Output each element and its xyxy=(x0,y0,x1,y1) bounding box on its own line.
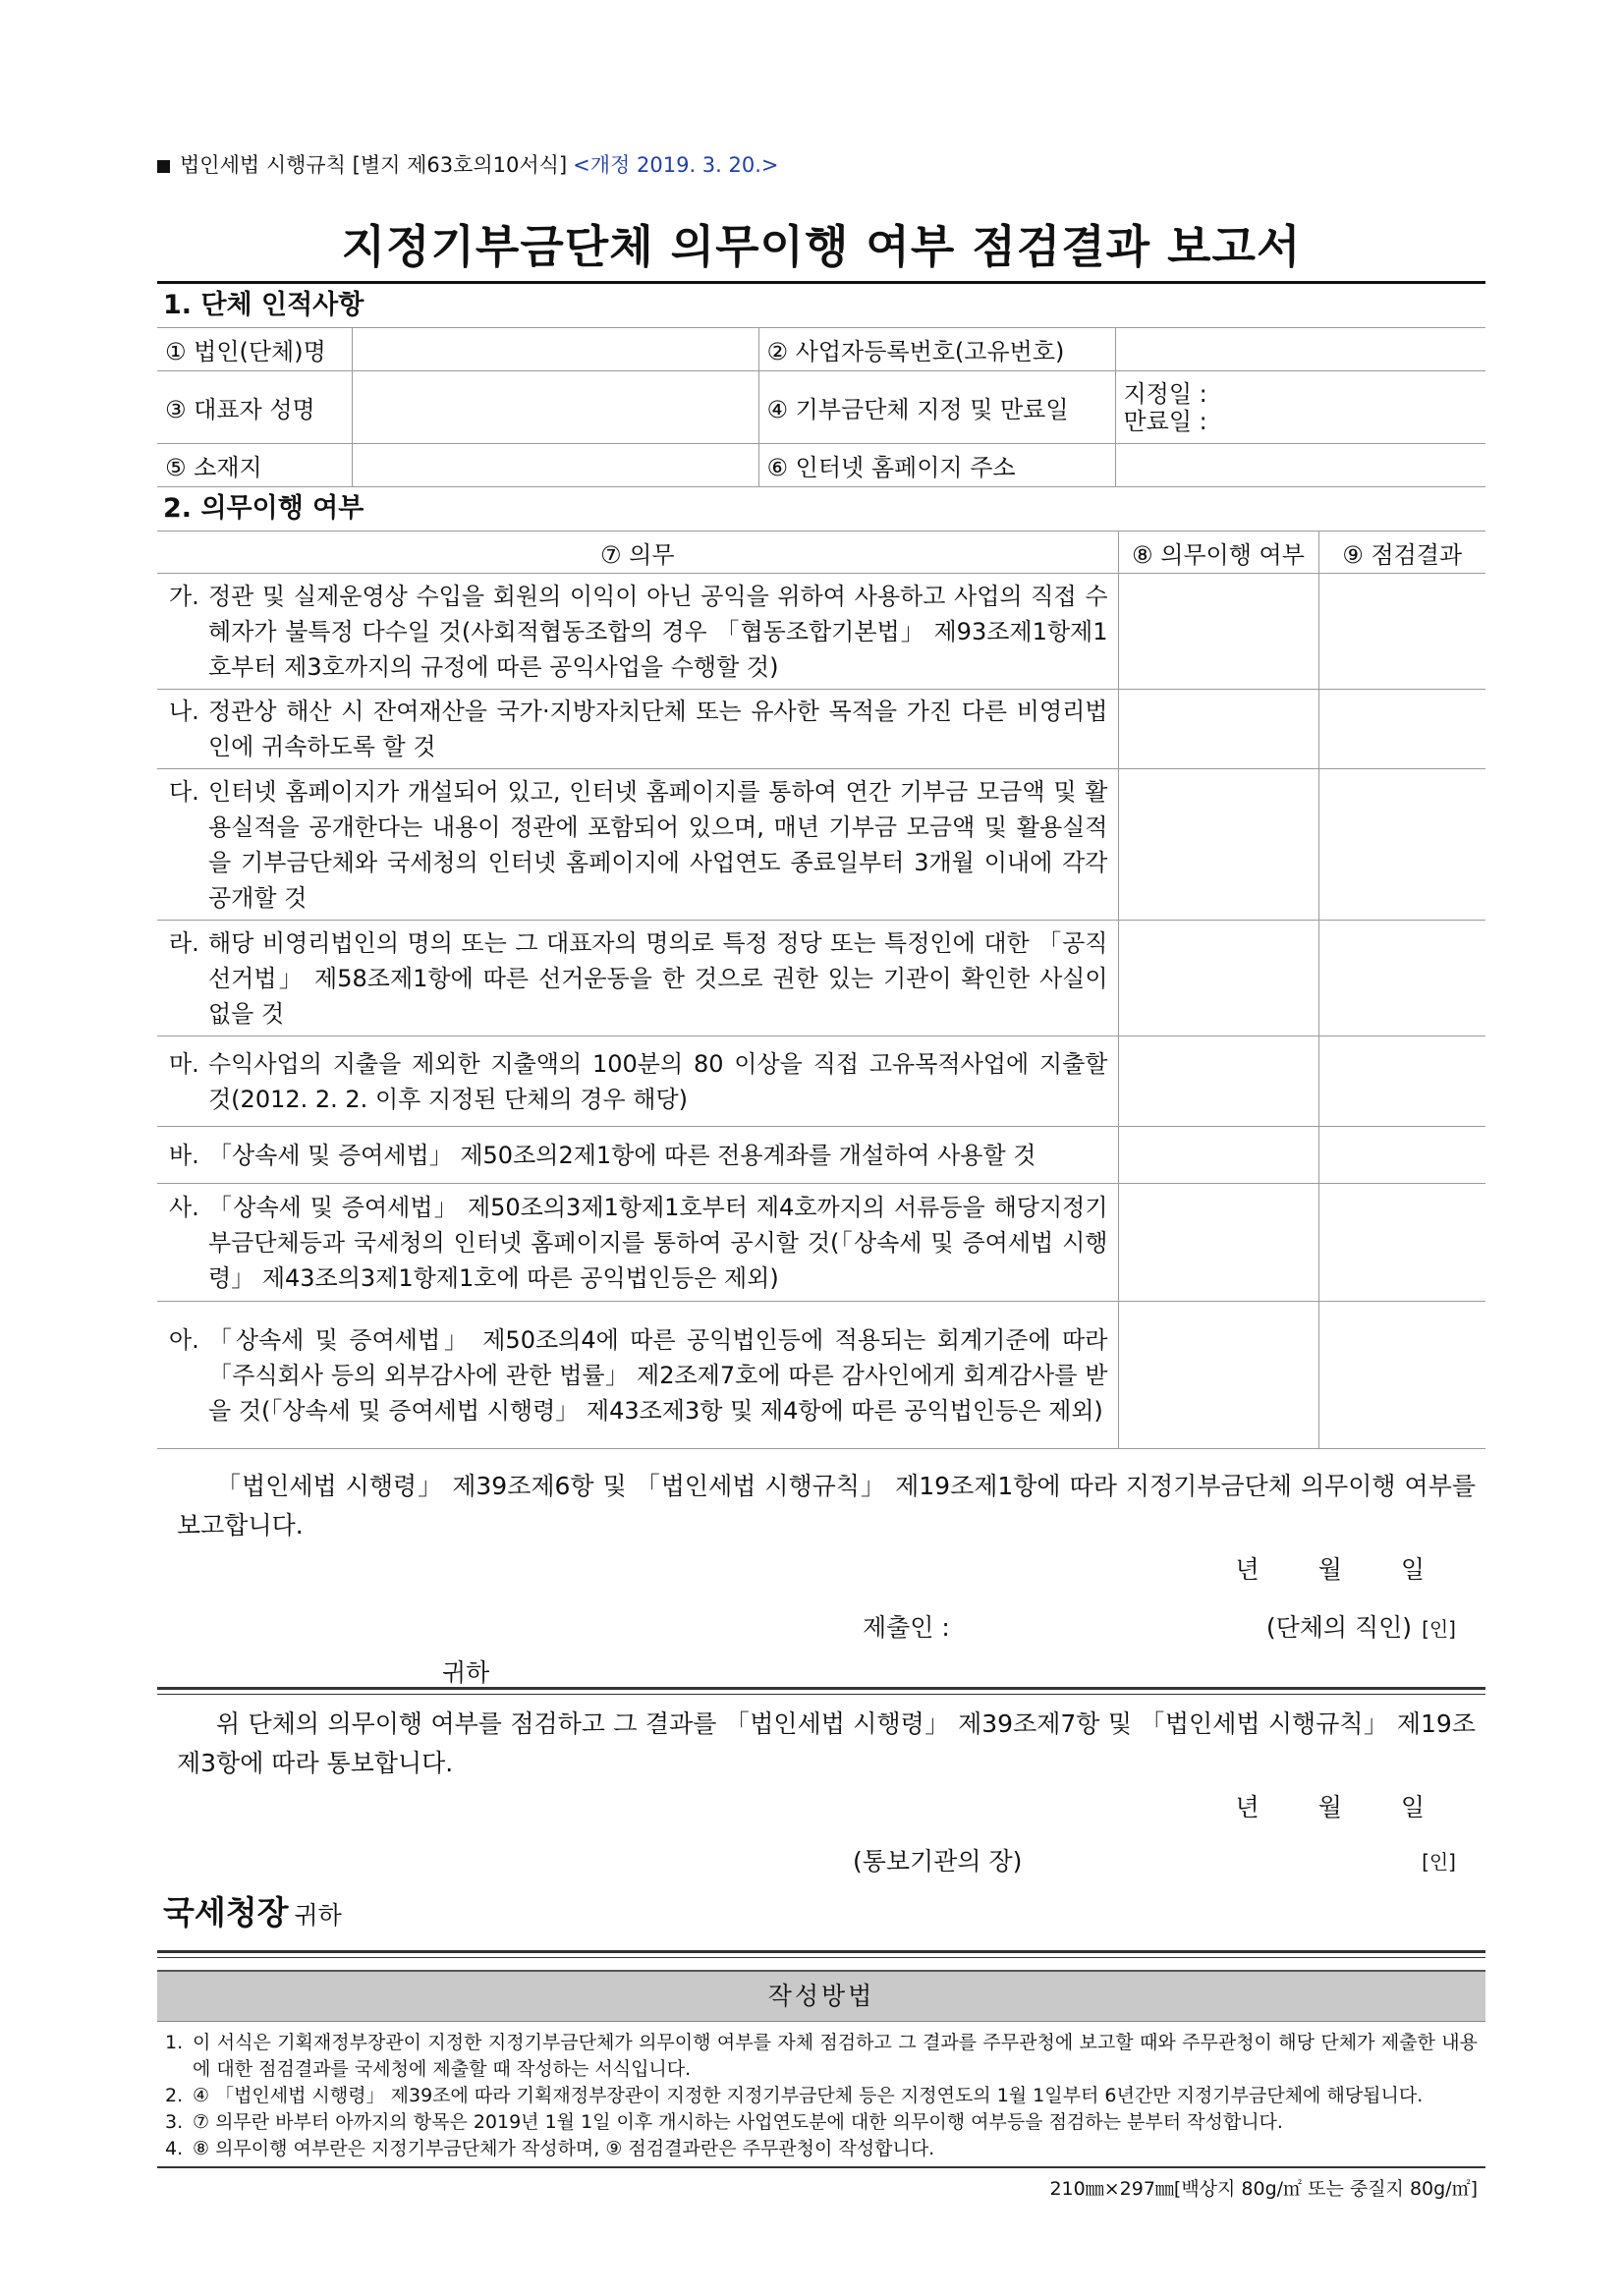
year-label: 년 xyxy=(1235,1555,1260,1584)
form-reference: 법인세법 시행규칙 [별지 제63호의10서식] xyxy=(180,153,568,177)
notifying-org[interactable]: (통보기관의 장) xyxy=(853,1847,1023,1876)
fulfilled-cell[interactable] xyxy=(1118,769,1318,921)
notice-statement: 위 단체의 의무이행 여부를 점검하고 그 결과를 「법인세법 시행령」 제39조제7항 및 「법인세법 시행규칙」 제19조제3항에 따라 통보합니다. xyxy=(177,1709,1476,1777)
result-cell[interactable] xyxy=(1318,1127,1485,1184)
seal-mark: [인] xyxy=(1422,1617,1456,1641)
representative-field[interactable] xyxy=(352,371,758,444)
duty-item: 다. 인터넷 홈페이지가 개설되어 있고, 인터넷 홈페이지를 통하여 연간 기부금 모금액 및 활용실적을 공개한다는 내용이 정관에 포함되어 있으며, 매년 기부금 모금액 및 활용실적을 기부금단체와 국세청의 인터넷 홈페이지에 사업연도 종료일부터 3개월 이내에 각각 공개할 것 xyxy=(157,769,1118,921)
business-number-field[interactable] xyxy=(1115,328,1485,371)
designation-period-label: ④ 기부금단체 지정 및 만료일 xyxy=(758,371,1115,444)
notice-block xyxy=(157,1832,1485,1950)
duty-item: 사. 「상속세 및 증여세법」 제50조의3제1항제1호부터 제4호까지의 서류등을 해당지정기부금단체등과 국세청의 인터넷 홈페이지를 통하여 공시할 것(「상속세 및 증여세법 시행령」 제43조의3제1항제1호에 따른 공익법인등은 제외) xyxy=(157,1184,1118,1302)
square-bullet-icon xyxy=(157,160,170,173)
duty-column-header: ⑦ 의무 xyxy=(157,532,1118,574)
year-label: 년 xyxy=(1235,1793,1260,1821)
org-name-label: ① 법인(단체)명 xyxy=(157,328,352,371)
seal-mark: [인] xyxy=(1422,1850,1456,1874)
address-label: ⑤ 소재지 xyxy=(157,444,352,487)
designated-date-label: 지정일 : xyxy=(1123,379,1207,408)
result-cell[interactable] xyxy=(1318,1302,1485,1449)
notice-date[interactable] xyxy=(157,1783,1485,1832)
fulfilled-cell[interactable] xyxy=(1118,1127,1318,1184)
page-title: 지정기부금단체 의무이행 여부 점검결과 보고서 xyxy=(341,220,1302,273)
org-name-field[interactable] xyxy=(352,328,758,371)
designation-period-field[interactable] xyxy=(1115,371,1485,444)
duty-item: 라. 해당 비영리법인의 명의 또는 그 대표자의 명의로 특정 정당 또는 특정인에 대한 「공직선거법」 제58조제1항에 따른 선거운동을 한 것으로 권한 있는 기관이 확인한 사실이 없을 것 xyxy=(157,921,1118,1036)
result-cell[interactable] xyxy=(1318,1184,1485,1302)
guide-item: 2. ④ 「법인세법 시행령」 제39조에 따라 기획재정부장관이 지정한 지정기부금단체 등은 지정연도의 1월 1일부터 6년간만 지정기부금단체에 해당됩니다. xyxy=(165,2085,1424,2106)
section2-heading: 2. 의무이행 여부 xyxy=(163,493,364,524)
guide-list xyxy=(157,2022,1485,2166)
guide-item: 3. ⑦ 의무란 바부터 아까지의 항목은 2019년 1월 1일 이후 개시하는 사업연도분에 대한 의무이행 여부등을 점검하는 분부터 작성합니다. xyxy=(165,2111,1283,2133)
duty-item: 아. 「상속세 및 증여세법」 제50조의4에 따른 공익법인등에 적용되는 회계기준에 따라 「주식회사 등의 외부감사에 관한 법률」 제2조제7호에 따른 감사인에게 회계감사를 받을 것(「상속세 및 증여세법 시행령」 제43조제3항 및 제4항에 따른 공익법인등은 제외) xyxy=(157,1302,1118,1449)
duty-item: 가. 정관 및 실제운영상 수입을 회원의 이익이 아닌 공익을 위하여 사용하고 사업의 직접 수혜자가 불특정 다수일 것(사회적협동조합의 경우 「협동조합기본법」 제93조제1항제1호부터 제3호까지의 규정에 따른 공익사업을 수행할 것) xyxy=(157,574,1118,690)
recipient: 국세청장 귀하 xyxy=(163,1893,342,1932)
revision-date: <개정 2019. 3. 20.> xyxy=(573,153,779,177)
result-cell[interactable] xyxy=(1318,769,1485,921)
submitter-role[interactable]: (단체의 직인) [인] xyxy=(1265,1613,1456,1642)
month-label: 월 xyxy=(1317,1793,1342,1821)
result-cell[interactable] xyxy=(1318,574,1485,690)
report-date[interactable] xyxy=(157,1545,1485,1595)
fulfilled-cell[interactable] xyxy=(1118,1184,1318,1302)
homepage-field[interactable] xyxy=(1115,444,1485,487)
paper-spec: 210㎜×297㎜[백상지 80g/㎡ 또는 중질지 80g/㎡] xyxy=(157,2166,1485,2201)
result-cell[interactable] xyxy=(1318,1036,1485,1127)
day-label: 일 xyxy=(1400,1793,1425,1821)
result-cell[interactable] xyxy=(1318,690,1485,769)
expiry-date-label: 만료일 : xyxy=(1123,407,1207,435)
duty-item: 나. 정관상 해산 시 잔여재산을 국가·지방자치단체 또는 유사한 목적을 가진 다른 비영리법인에 귀속하도록 할 것 xyxy=(157,690,1118,769)
duty-item: 마. 수익사업의 지출을 제외한 지출액의 100분의 80 이상을 직접 고유목적사업에 지출할 것(2012. 2. 2. 이후 지정된 단체의 경우 해당) xyxy=(157,1036,1118,1127)
fulfilled-cell[interactable] xyxy=(1118,690,1318,769)
submitter-label: 제출인 : xyxy=(863,1613,950,1642)
address-field[interactable] xyxy=(352,444,758,487)
day-label: 일 xyxy=(1400,1555,1425,1584)
fulfilled-cell[interactable] xyxy=(1118,574,1318,690)
org-info-table xyxy=(157,327,1485,487)
guide-item: 1. 이 서식은 기획재정부장관이 지정한 지정기부금단체가 의무이행 여부를 자체 점검하고 그 결과를 주무관청에 보고할 때와 주무관청이 해당 단체가 제출한 내용에 대한 점검결과를 국세청에 제출할 때 작성하는 서식입니다. xyxy=(165,2032,1478,2080)
business-number-label: ② 사업자등록번호(고유번호) xyxy=(758,328,1115,371)
report-addressee: 귀하 xyxy=(442,1658,490,1687)
submitter-block xyxy=(157,1595,1485,1687)
report-statement: 「법인세법 시행령」 제39조제6항 및 「법인세법 시행규칙」 제19조제1항에 따라 지정기부금단체 의무이행 여부를 보고합니다. xyxy=(177,1472,1476,1540)
representative-label: ③ 대표자 성명 xyxy=(157,371,352,444)
fulfilled-cell[interactable] xyxy=(1118,1302,1318,1449)
fulfilled-cell[interactable] xyxy=(1118,1036,1318,1127)
result-column-header: ⑨ 점검결과 xyxy=(1318,532,1485,574)
form-header xyxy=(157,147,1485,183)
duty-item: 바. 「상속세 및 증여세법」 제50조의2제1항에 따른 전용계좌를 개설하여 사용할 것 xyxy=(157,1127,1118,1184)
fulfilled-cell[interactable] xyxy=(1118,921,1318,1036)
month-label: 월 xyxy=(1317,1555,1342,1584)
homepage-label: ⑥ 인터넷 홈페이지 주소 xyxy=(758,444,1115,487)
result-cell[interactable] xyxy=(1318,921,1485,1036)
guide-item: 4. ⑧ 의무이행 여부란은 지정기부금단체가 작성하며, ⑨ 점검결과란은 주무관청이 작성합니다. xyxy=(165,2138,935,2159)
form-page xyxy=(157,147,1485,2201)
fulfilled-column-header: ⑧ 의무이행 여부 xyxy=(1118,532,1318,574)
guide-heading: 작성방법 xyxy=(157,1970,1485,2022)
section1-heading: 1. 단체 인적사항 xyxy=(163,290,364,320)
duty-table xyxy=(157,531,1485,1449)
